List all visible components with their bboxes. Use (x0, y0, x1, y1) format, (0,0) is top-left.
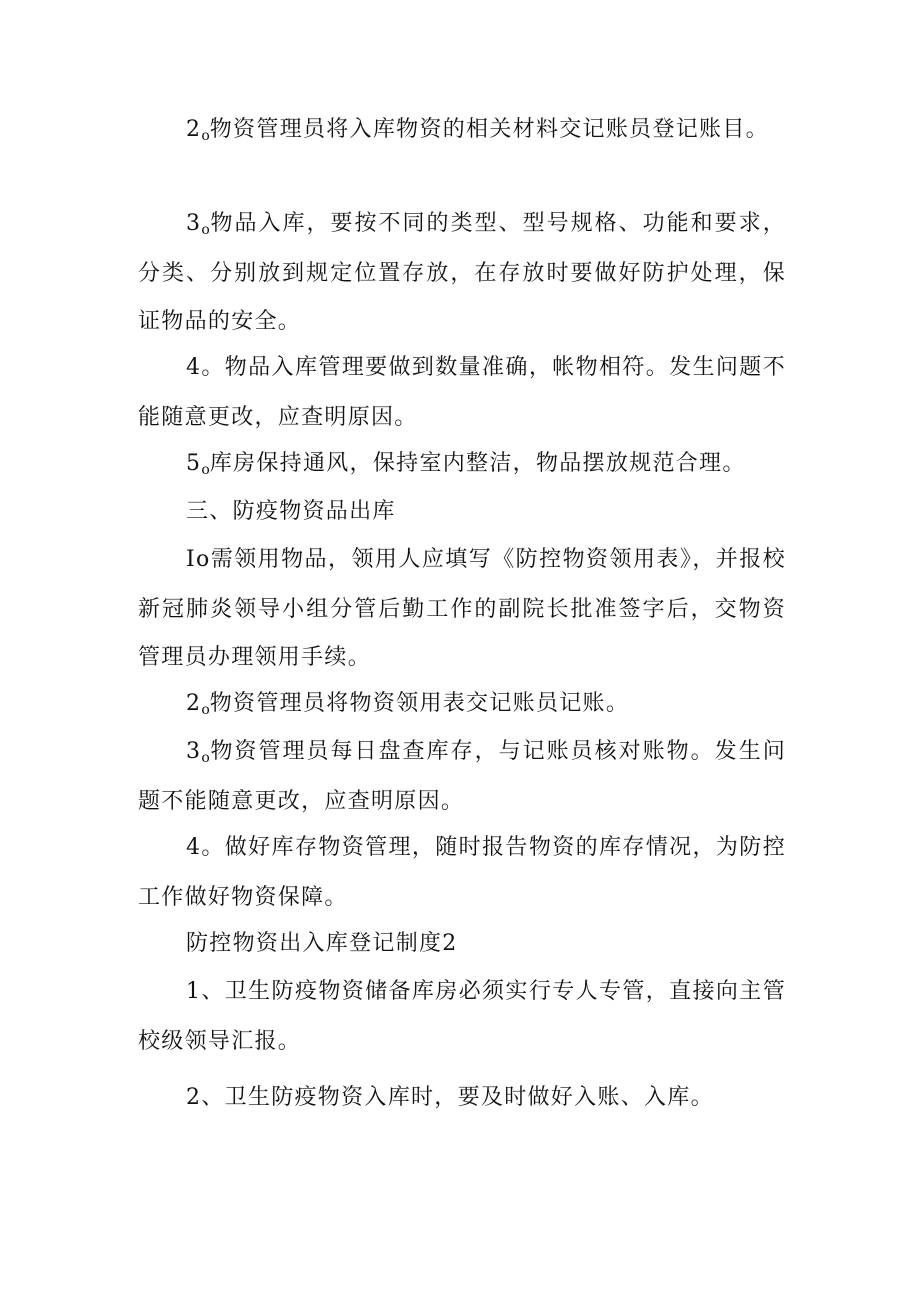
item-number: 1、 (186, 979, 225, 1004)
title-text: 防控物资出入库登记制度2 (186, 931, 458, 956)
paragraph-text: 需领用物品，领用人应填写《防控物资领用表》，并报校新冠肺炎领导小组分管后勤工作的副院长批准签字后，交物资管理员办理领用手续。 (138, 547, 786, 670)
item-number: 5 (186, 451, 202, 476)
item-suffix: o (201, 128, 210, 144)
paragraph-text: 物资管理员将物资领用表交记账员记账。 (209, 691, 630, 716)
paragraph-text: 物资管理员将入库物资的相关材料交记账员登记账目。 (209, 117, 769, 142)
paragraph-outbound-2 (138, 680, 786, 730)
item-number: 3 (186, 739, 202, 764)
item-suffix: o (201, 222, 210, 238)
paragraph-rule-1 (138, 968, 786, 1066)
item-number: 2 (186, 117, 202, 142)
paragraph-inbound-4 (138, 344, 786, 442)
item-number: 2、 (186, 1085, 225, 1110)
item-number: 4。 (186, 835, 225, 860)
paragraph-text: 物品入库管理要做到数量准确，帐物相符。发生问题不能随意更改，应查明原因。 (138, 355, 786, 430)
paragraph-rule-2 (138, 1074, 786, 1124)
paragraph-text: 卫生防疫物资储备库房必须实行专人专管，直接向主管校级领导汇报。 (138, 979, 786, 1054)
paragraph-outbound-3 (138, 728, 786, 826)
item-suffix: o (201, 702, 210, 718)
section-heading-outbound (138, 488, 786, 538)
item-suffix: o (201, 750, 210, 766)
paragraph-text: 卫生防疫物资入库时，要及时做好入账、入库。 (224, 1085, 714, 1110)
item-suffix: o (201, 462, 210, 478)
paragraph-inbound-2 (138, 106, 786, 156)
paragraph-text: 做好库存物资管理，随时报告物资的库存情况，为防控工作做好物资保障。 (138, 835, 786, 910)
paragraph-text: 库房保持通风，保持室内整洁，物品摆放规范合理。 (209, 451, 746, 476)
item-number: 3 (186, 211, 202, 236)
heading-text: 三、防疫物资品出库 (186, 499, 396, 524)
paragraph-inbound-3 (138, 200, 786, 346)
paragraph-inbound-5 (138, 440, 786, 490)
paragraph-outbound-4 (138, 824, 786, 922)
paragraph-outbound-1 (138, 536, 786, 682)
paragraph-text: 物品入库，要按不同的类型、型号规格、功能和要求，分类、分别放到规定位置存放，在存放时要做好防护处理，保证物品的安全。 (138, 211, 786, 334)
item-number: 2 (186, 691, 202, 716)
item-number: Io (186, 547, 211, 572)
paragraph-text: 物资管理员每日盘查库存，与记账员核对账物。发生问题不能随意更改，应查明原因。 (138, 739, 786, 814)
item-number: 4。 (186, 355, 225, 380)
document-title-2 (138, 920, 786, 970)
